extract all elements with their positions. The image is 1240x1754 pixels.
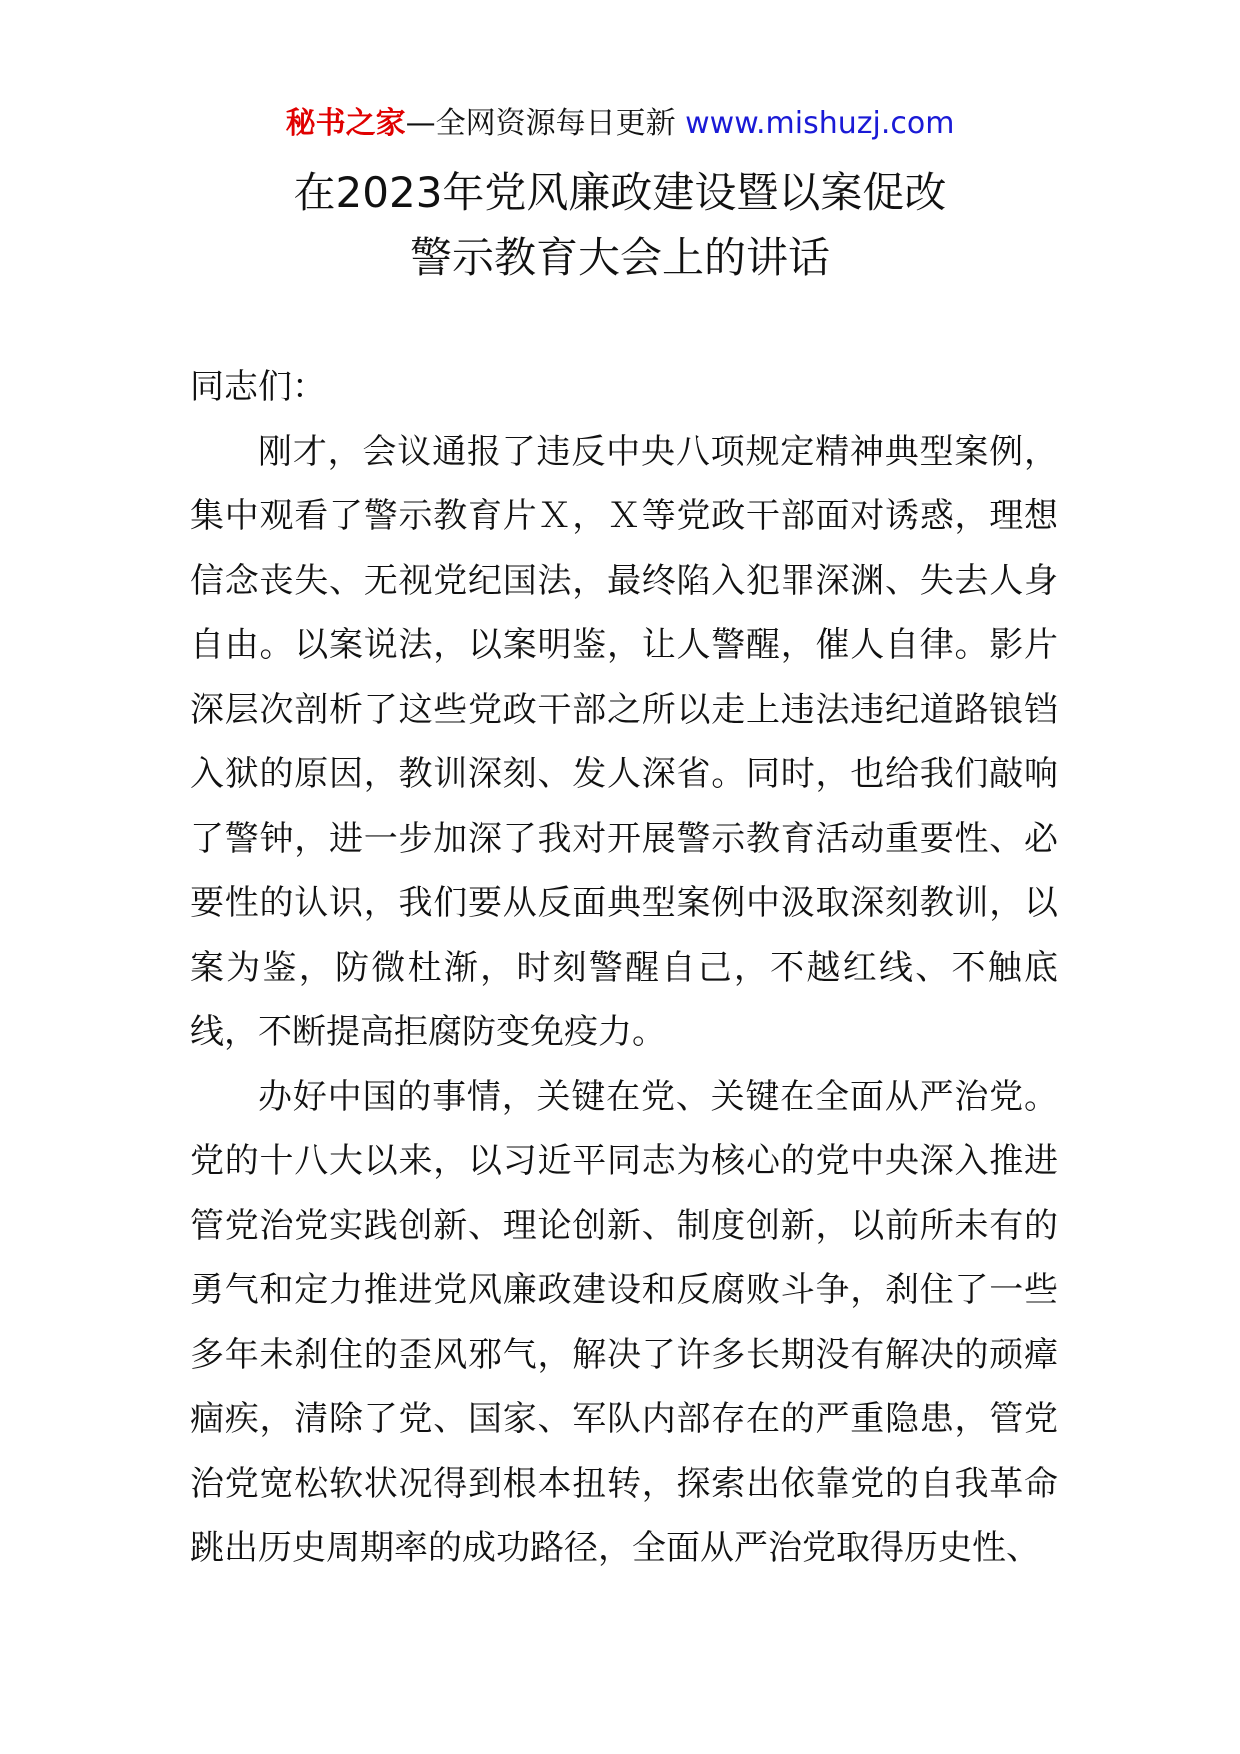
document-title-line-2: 警示教育大会上的讲话 <box>409 233 830 282</box>
paragraph-1: 刚才，会议通报了违反中央八项规定精神典型案例，集中观看了警示教育片Ｘ，Ｘ等党政干部面对诱惑，理想信念丧失、无视党纪国法，最终陷入犯罪深渊、失去人身自由。以案说法，以案明鉴，让人警醒，催人自律。影片深层次剖析了这些党政干部之所以走上违法违纪道路锒铛入狱的原因，教训深刻、发人深省。同时，也给我们敲响了警钟，进一步加深了我对开展警示教育活动重要性、必要性的认识，我们要从反面典型案例中汲取深刻教训，以案为鉴，防微杜渐，时刻警醒自己，不越红线、不触底线，不断提高拒腐防变免疫力。 <box>190 431 1058 1052</box>
document-body <box>190 355 1058 1581</box>
site-tagline: —全网资源每日更新 <box>405 106 686 141</box>
salutation: 同志们： <box>190 367 326 407</box>
document-title-line-1: 在2023年党风廉政建设暨以案促改 <box>293 168 947 217</box>
paragraph-2: 办好中国的事情，关键在党、关键在全面从严治党。党的十八大以来，以习近平同志为核心的党中央深入推进管党治党实践创新、理论创新、制度创新，以前所未有的勇气和定力推进党风廉政建设和反腐败斗争，刹住了一些多年未刹住的歪风邪气，解决了许多长期没有解决的顽瘴痼疾，清除了党、国家、军队内部存在的严重隐患，管党治党宽松软状况得到根本扭转，探索出依靠党的自我革命跳出历史周期率的成功路径，全面从严治党取得历史性、 <box>190 1076 1058 1568</box>
site-name: 秘书之家 <box>285 106 406 141</box>
site-banner <box>0 104 1240 144</box>
site-url-link[interactable]: www.mishuzj.com <box>685 106 955 141</box>
